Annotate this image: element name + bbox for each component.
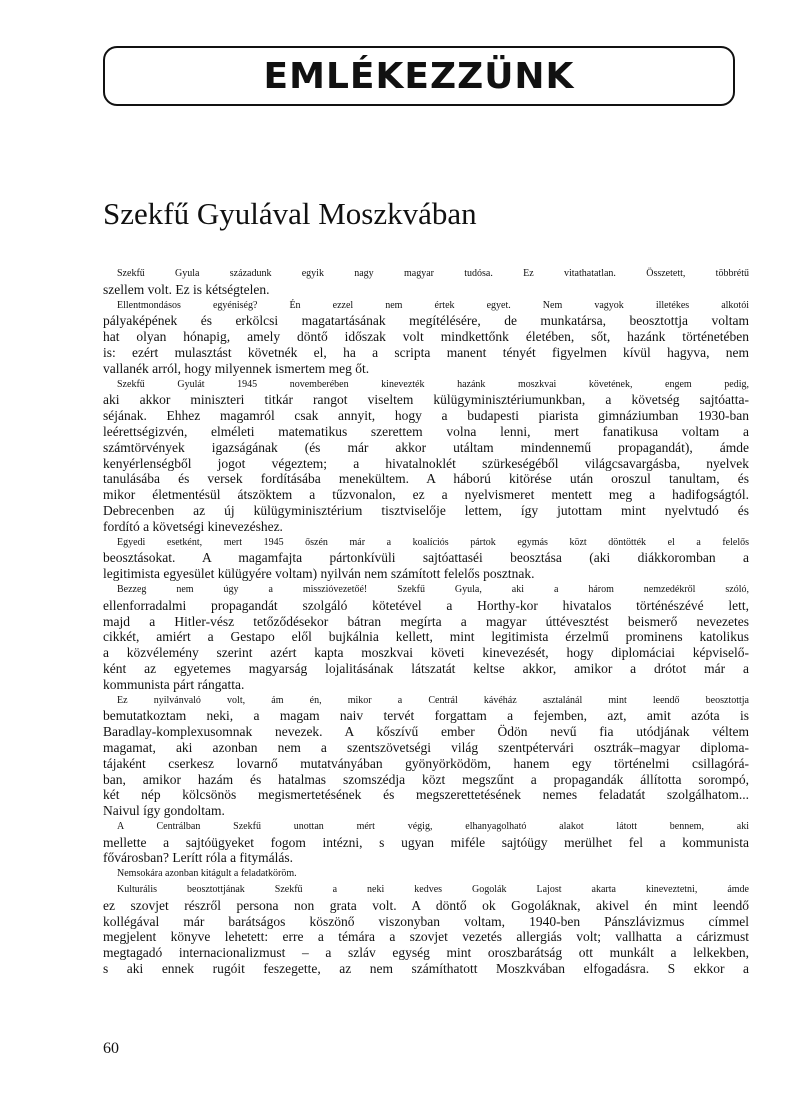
text-line: mellette a sajtóügyeket fogom intézni, s ugyan miféle sajtóügy merülhet fel a kommunista [103, 834, 749, 850]
text-line: ellenforradalmi propagandát szolgáló kötetével a Horthy-kor hivatalos történészévé lett, [103, 597, 749, 613]
text-line: Kulturális beosztottjának Szekfű a neki kedves Gogolák Lajost akarta kineveztetni, ámde [117, 884, 749, 896]
text-line: kollégával már barátságos köszönő viszonyban voltam, 1940-ben Pánszlávizmus címmel [103, 913, 749, 929]
text-line: megjelent könyve lehetett: erre a témára a szovjet vezetés allergiás volt; vallhatta a cárizmust [103, 929, 749, 945]
text-line: leérettségizvén, elméleti matematikus szerettem volna lenni, mert fanatikusa voltam a [103, 423, 749, 439]
text-line: Nemsokára azonban kitágult a feladatköröm. [117, 868, 297, 880]
text-line: kenyérlenségből jogot végeztem; a hivatalnoklét szürkeségéből világcsavargásba, nyelvek [103, 455, 749, 471]
text-line: Debrecenben az új külügyminisztérium tisztviselője lettem, így jutottam mint nyelvtudó és [103, 502, 749, 518]
text-line: tájaként cserkesz lovarnő mutatványában gyönyörködöm, hanem egy történelmi csillagórá- [103, 755, 749, 771]
text-line: hat olyan hónapig, amely döntő időszak volt mindkettőnk életében, sőt, hazánk történetében [103, 329, 749, 345]
page-number: 60 [103, 1040, 119, 1057]
text-line: legitimista egyesület külügyére voltam) nyilván nem számított felelős posztnak. [103, 566, 535, 582]
text-line: Egyedi esetként, mert 1945 őszén már a koalíciós pártok egymás közt döntötték el a felelős [117, 536, 749, 548]
text-line: majd a Hitler-vész tetőződésekor bátran megírta a magyar úttévesztést beismerő nevezetes [103, 613, 749, 629]
text-line: mikor életmentésül átszöktem a tűzvonalon, ez a nyelvismeret mentett meg a hadifogságtól. [103, 487, 749, 503]
text-line: Baradlay-komplexusomnak nevezek. A kőszívű ember Ödön nevű fia utódjának véltem [103, 724, 749, 740]
text-line: bemutatkoztam neki, a magam naiv tervét forgattam a fejemben, azt, amit azóta is [103, 708, 749, 724]
text-line: pályaképének és erkölcsi magatartásának megítélésére, de munkatársa, beosztottja voltam [103, 313, 749, 329]
text-line: Szekfű Gyula századunk egyik nagy magyar tudósa. Ez vitathatatlan. Összetett, többrétű [117, 268, 749, 279]
text-line: s aki ennek rugóit feszegette, az nem számíthatott Moszkvában elfogadásra. S ekkor a [103, 961, 749, 977]
text-line: fővárosban? Lerítt róla a fitymálás. [103, 850, 294, 866]
text-line: számtörvények igazságának (és már akkor utáltam mindennemű propagandát), ámde [103, 439, 749, 455]
text-line: tanulásába és versek fordításába menekültem. A háború kitörése után oroszul tanultam, és [103, 471, 749, 487]
text-line: két nép kölcsönös megismertetésének és megszerettetésének nemes feladatát szolgálhatom... [103, 787, 749, 803]
text-line: séjának. Ehhez magamról csak annyit, hogy a budapesti piarista gimnáziumban 1930-ban [103, 408, 749, 424]
text-line: cikkét, amiért a Gestapo elől bujkálnia kellett, mint legitimista érzelmű prominens katolikus [103, 629, 749, 645]
section-header: EMLÉKEZZÜNK [263, 55, 575, 97]
text-line: a közvélemény szerint azért kapta moszkvai követi kinevezését, hogy diplomáciai képviselő- [103, 645, 749, 661]
text-line: is: ezért mulasztást követnék el, ha a scripta manent tényét figyelmen kívül hagyva, nem [103, 344, 749, 360]
text-line: szellem volt. Ez is kétségtelen. [103, 281, 270, 297]
text-line: megtagadó internacionalizmust – a szláv egység mint oroszbarátság ott munkált a lelkekben, [103, 945, 749, 961]
text-line: Szekfű Gyulát 1945 novemberében kinevezték hazánk moszkvai követének, engem pedig, [117, 378, 749, 390]
article-body [103, 266, 749, 977]
text-line: beosztásokat. A magamfajta pártonkívüli sajtóattaséi beosztása (aki diákkoromban a [103, 550, 749, 566]
text-line: ban, amikor hazám és hatalmas szomszédja közt megszűnt a propagandák állította sorompó, [103, 771, 749, 787]
text-line: vallanék arról, hogy milyennek ismertem meg őt. [103, 360, 370, 376]
text-line: aki akkor miniszteri titkár rangot viseltem külügyminisztériumunkban, a követség sajtóatta- [103, 392, 749, 408]
text-line: ként az egyetemes magyarság lojalitásának látszatát keltse akkor, amikor a drótot már a [103, 660, 749, 676]
text-line: fordító a követségi kinevezéshez. [103, 518, 283, 534]
text-line: kommunista párt rángatta. [103, 676, 245, 692]
section-header-box [103, 46, 735, 106]
text-line: ez szovjet részről persona non grata volt. A döntő ok Gogoláknak, akivel én mint leendő [103, 897, 749, 913]
text-line: Ellentmondásos egyéniség? Én ezzel nem értek egyet. Nem vagyok illetékes alkotói [117, 299, 749, 311]
text-line: A Centrálban Szekfű unottan mért végig, elhanyagolható alakot látott bennem, aki [117, 820, 749, 832]
text-line: Bezzeg nem úgy a misszióvezetőé! Szekfű Gyula, aki a három nemzedékről szóló, [117, 583, 749, 595]
text-line: Ez nyilvánvaló volt, ám én, mikor a Centrál kávéház asztalánál mint leendő beosztottja [117, 694, 749, 706]
text-line: Naivul így gondoltam. [103, 803, 225, 819]
article-title: Szekfű Gyulával Moszkvában [103, 196, 477, 231]
text-line: magamat, aki azonban nem a szentszövetségi világ szentpétervári osztrák–magyar diploma- [103, 739, 749, 755]
